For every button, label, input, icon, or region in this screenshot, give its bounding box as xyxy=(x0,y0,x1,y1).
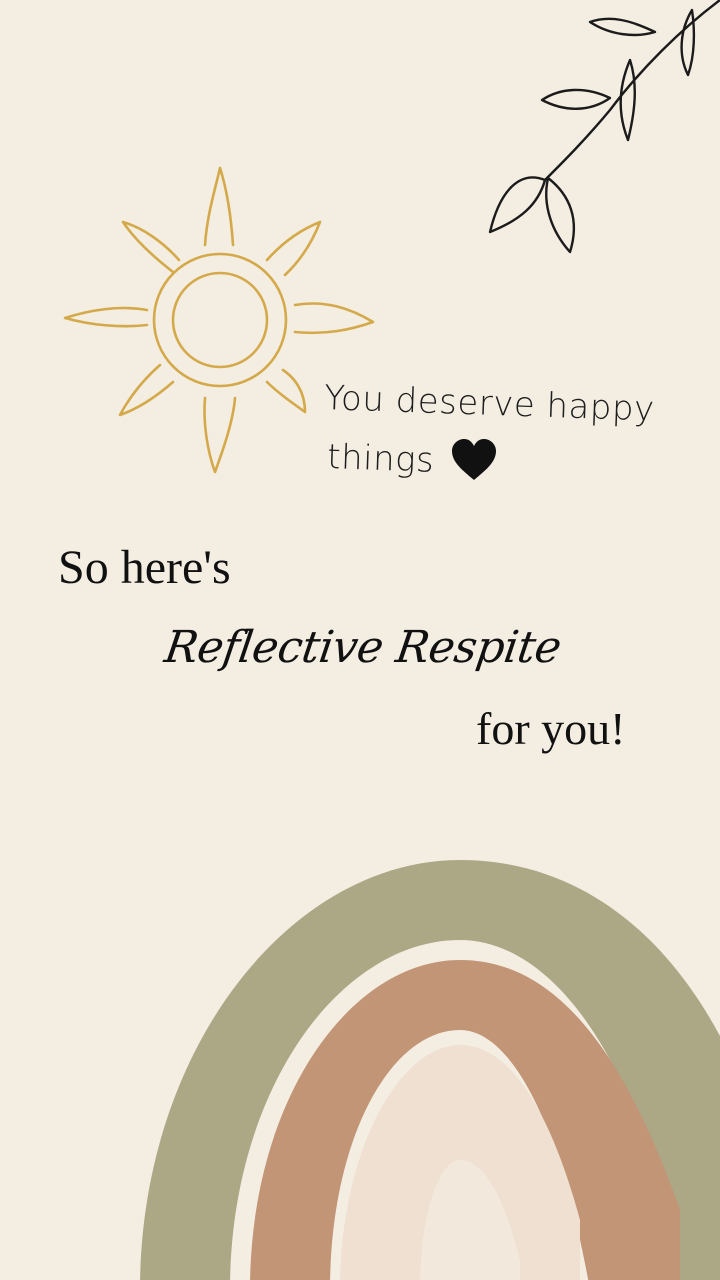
message-outro: for you! xyxy=(476,703,626,754)
greeting-line-1: You deserve happy xyxy=(323,378,656,430)
black-heart-icon xyxy=(450,438,498,482)
rainbow-icon xyxy=(120,830,720,1280)
message-intro: So here's xyxy=(58,541,231,594)
leaf-branch-icon xyxy=(470,0,720,260)
greeting-line-2: things xyxy=(326,437,435,481)
message-title: Reflective Respite xyxy=(161,622,565,673)
